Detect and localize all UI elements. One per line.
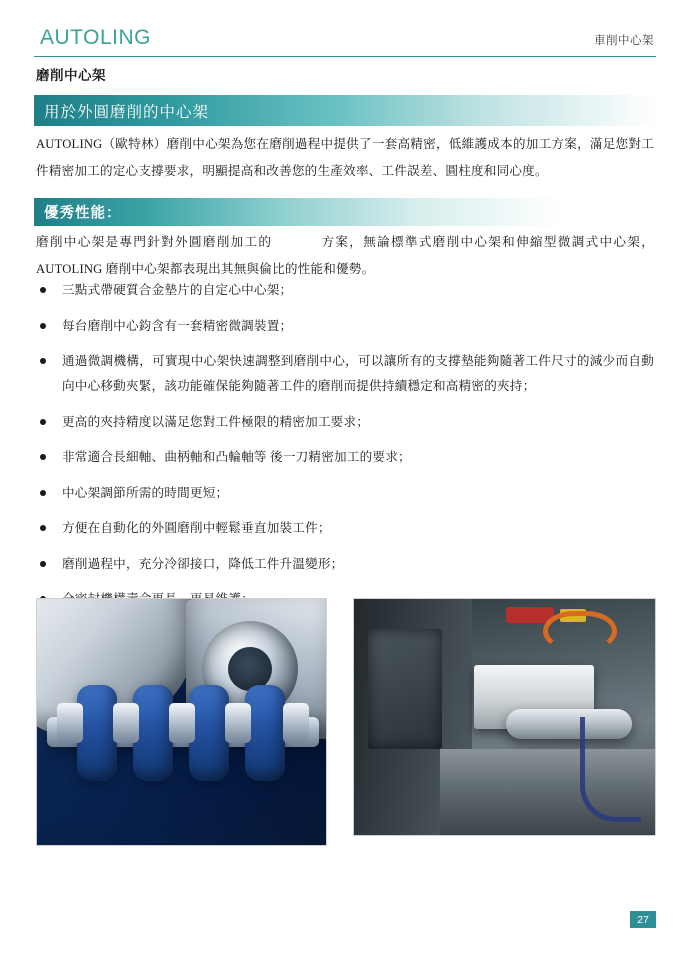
- list-item: 通過微調機構，可實現中心架快速調整到磨削中心，可以讓所有的支撐墊能夠隨著工件尺寸的減少而自動向中心移動夾緊，該功能確保能夠隨著工件的磨削而提供持續穩定和高精密的夾持；: [36, 349, 654, 399]
- crankshaft-grinding-photo: [36, 598, 327, 846]
- main-banner-label: 用於外圓磨削的中心架: [44, 103, 210, 121]
- grinding-machine-interior-photo: [353, 598, 656, 836]
- main-banner: [34, 95, 656, 126]
- page-header: [34, 26, 656, 62]
- page-title: 磨削中心架: [36, 68, 106, 83]
- list-item: 非常適合長細軸、曲柄軸和凸輪軸等 後一刀精密加工的要求；: [36, 445, 654, 470]
- list-item: 更高的夾持精度以滿足您對工件極限的精密加工要求；: [36, 410, 654, 435]
- header-category-label: 車削中心架: [594, 35, 654, 47]
- list-item: 中心架調節所需的時間更短；: [36, 481, 654, 506]
- brand-logo: AUTOLING: [40, 26, 151, 49]
- performance-banner: [34, 198, 656, 226]
- performance-paragraph-part-a: 磨削中心架是專門針對外圓磨削加工的: [36, 235, 273, 249]
- cable-shape: [580, 717, 641, 822]
- performance-paragraph-part-b: 方案，無論標準式磨削中心架和伸縮型微調式中心架，AUTOLING 磨削中心架都表現出其無與倫比的性能和優勢。: [36, 235, 654, 276]
- list-item: 三點式帶硬質合金墊片的自定心中心架；: [36, 278, 654, 303]
- orange-hose-shape: [543, 611, 617, 651]
- header-divider: [34, 56, 656, 57]
- intro-paragraph: AUTOLING（歐特林）磨削中心架為您在磨削過程中提供了一套高精密，低維護成本的加工方案，滿足您對工件精密加工的定心支撐要求，明顯提高和改善您的生產效率、工件誤差、圓柱度和同心度。: [36, 137, 654, 178]
- performance-paragraph: [36, 229, 654, 283]
- list-item: 磨削過程中，充分冷卻接口，降低工件升溫變形；: [36, 552, 654, 577]
- list-item: 方便在自動化的外圓磨削中輕鬆垂直加裝工件；: [36, 516, 654, 541]
- photo-vignette: [37, 599, 326, 845]
- performance-banner-label: 優秀性能：: [44, 205, 122, 222]
- page-number-badge: 27: [630, 911, 656, 928]
- list-item: 每台磨削中心鈞含有一套精密微調裝置；: [36, 314, 654, 339]
